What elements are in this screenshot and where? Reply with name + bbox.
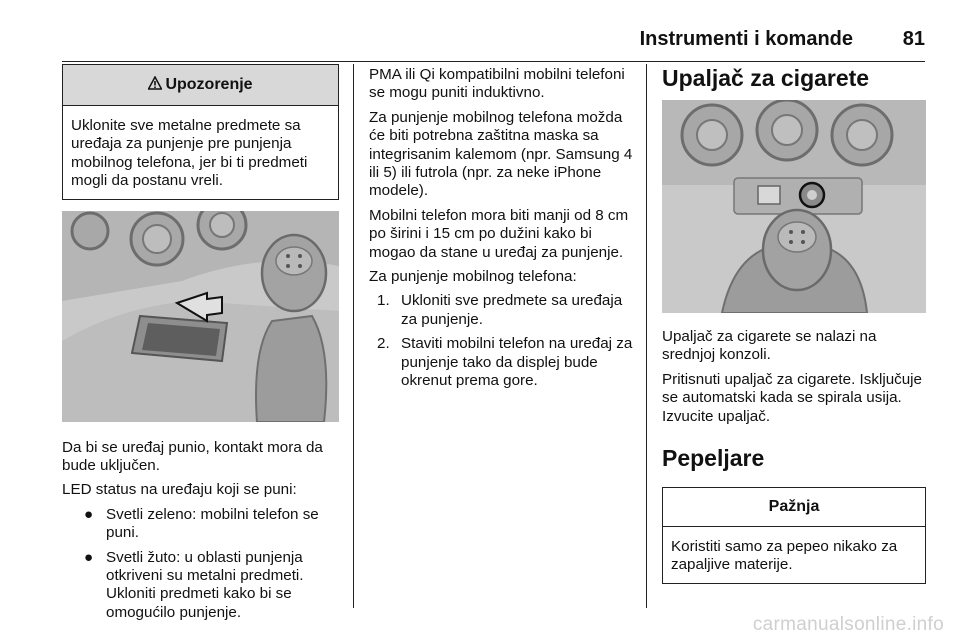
warning-body: Uklonite sve metalne predmete sa uređaja za punjenje pre punjenja mobilnog telefona, jer bi ti predmeti mogli da postanu vreli. xyxy=(71,117,308,190)
list-item xyxy=(369,292,634,329)
bullet-icon: ● xyxy=(84,548,94,566)
list-item xyxy=(62,506,339,543)
page-header xyxy=(62,28,925,54)
notice-body: Koristiti samo za pepeo nikako za zapaljive materije. xyxy=(671,538,898,574)
warning-box-header xyxy=(63,65,338,106)
header-rule xyxy=(62,61,925,62)
paragraph: Da bi se uređaj punio, kontakt mora da bude uključen. xyxy=(62,438,323,475)
step-number: 2. xyxy=(377,335,390,353)
section-heading-ashtrays: Pepeljare xyxy=(662,445,765,472)
notice-title: Pažnja xyxy=(663,488,925,527)
bullet-icon: ● xyxy=(84,505,94,523)
step-text: Staviti mobilni telefon na uređaj za punjenje tako da displej bude okrenut prema gore. xyxy=(401,335,633,390)
step-text: Ukloniti sve predmete sa uređaja za punjenje. xyxy=(401,292,623,328)
column-middle xyxy=(369,66,634,397)
column-divider xyxy=(353,64,354,608)
paragraph: Mobilni telefon mora biti manji od 8 cm po širini i 15 cm po dužini kako bi mogao da stane u uređaj za punjenje. xyxy=(369,206,629,261)
warning-triangle-icon xyxy=(148,76,162,90)
paragraph: LED status na uređaju koji se puni: xyxy=(62,481,297,499)
list-item xyxy=(369,335,634,390)
column-left xyxy=(62,64,339,628)
page-number: 81 xyxy=(902,28,925,50)
list-item xyxy=(62,549,339,623)
watermark: carmanualsonline.info xyxy=(752,614,944,635)
list-item-text: Svetli zeleno: mobilni telefon se puni. xyxy=(106,505,319,542)
step-number: 1. xyxy=(377,292,390,310)
column-divider xyxy=(646,64,647,608)
lighter-illustration xyxy=(662,100,926,313)
lighter-figure xyxy=(662,100,926,313)
led-status-list xyxy=(62,506,339,622)
charger-illustration xyxy=(62,211,339,422)
warning-title: Upozorenje xyxy=(165,76,253,93)
charging-steps xyxy=(369,292,634,390)
paragraph: Za punjenje mobilnog telefona možda će biti potrebna zaštitna maska sa integrisanim kalemom (npr. Samsung 4 ili 5) ili futrola (npr. za neke iPhone modele). xyxy=(369,108,633,200)
list-item-text: Svetli žuto: u oblasti punjenja otkriveni su metalni predmeti. Ukloniti predmeti kako bi se omogućilo punjenje. xyxy=(106,548,304,621)
notice-box xyxy=(662,487,926,584)
paragraph: Pritisnuti upaljač za cigarete. Isključuje se automatski kada se spirala usija. Izvucite upaljač. xyxy=(662,370,922,425)
section-heading-lighter: Upaljač za cigarete xyxy=(662,65,870,91)
running-title: Instrumenti i komande xyxy=(639,28,853,50)
column-right xyxy=(662,64,926,584)
paragraph: Upaljač za cigarete se nalazi na srednjoj konzoli. xyxy=(662,328,877,364)
warning-box xyxy=(62,64,339,200)
paragraph: PMA ili Qi kompatibilni mobilni telefoni se mogu puniti induktivno. xyxy=(369,66,625,102)
paragraph: Za punjenje mobilnog telefona: xyxy=(369,268,577,286)
charger-figure xyxy=(62,211,339,422)
